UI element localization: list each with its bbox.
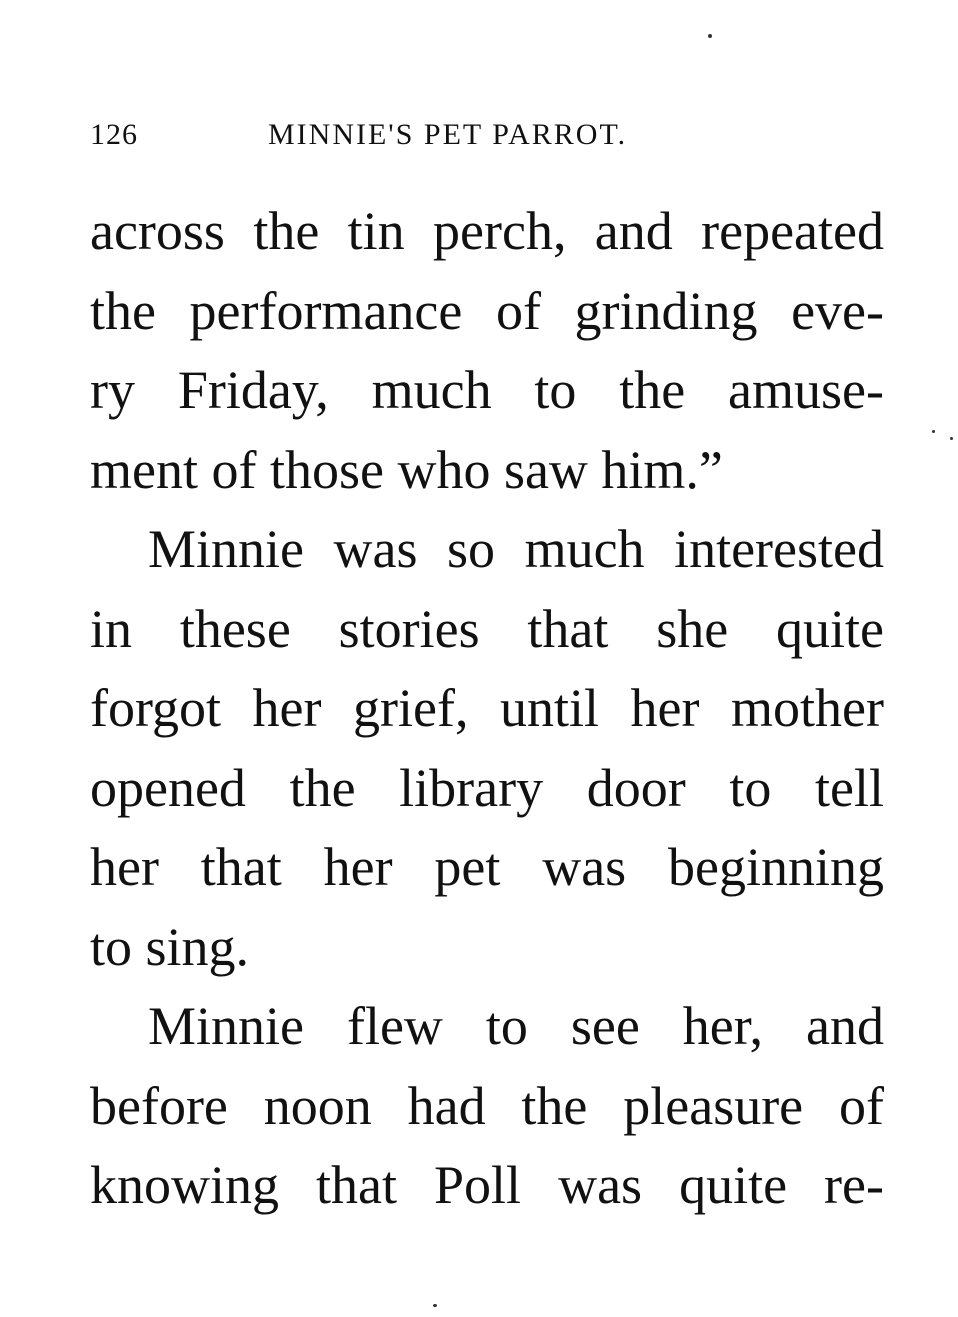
text-line: the performance of grinding eve- [90, 280, 884, 341]
paragraph-start-line: Minnie flew to see her, and [148, 996, 884, 1056]
page-number: 126 [90, 118, 138, 151]
text-line: to sing. [90, 916, 250, 977]
text-line: across the tin perch, and repeated [90, 201, 884, 261]
body-text [90, 192, 884, 1226]
text-line: forgot her grief, until her mother [90, 678, 884, 738]
scan-speck [433, 1304, 437, 1307]
running-title: MINNIE'S PET PARROT. [268, 118, 628, 151]
text-line: her that her pet was beginning [90, 837, 884, 897]
text-line: ment of those who saw him.” [90, 439, 723, 500]
text-line: in these stories that she quite [90, 598, 884, 659]
page-header [90, 118, 730, 158]
scan-speck [950, 437, 953, 440]
text-line: knowing that Poll was quite re- [90, 1155, 884, 1215]
scan-speck [932, 430, 935, 433]
scan-speck [708, 34, 712, 38]
text-line: opened the library door to tell [90, 757, 884, 818]
text-line: ry Friday, much to the amuse- [90, 360, 884, 420]
paragraph-start-line: Minnie was so much interested [148, 519, 884, 579]
text-line: before noon had the pleasure of [90, 1075, 884, 1136]
